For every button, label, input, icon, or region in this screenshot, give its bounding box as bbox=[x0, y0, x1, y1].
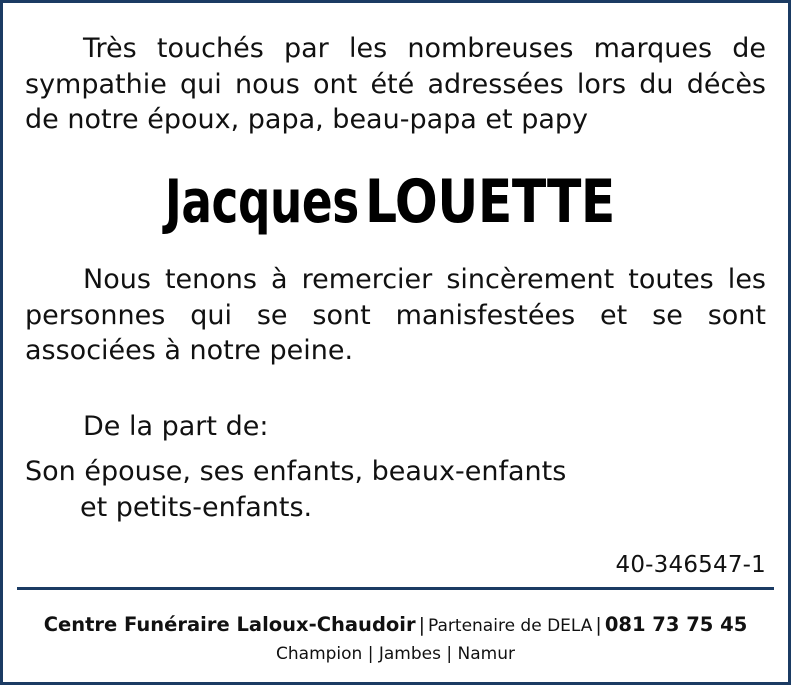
deceased-last-name: LOUETTE bbox=[365, 166, 616, 237]
signers-line-2: et petits-enfants. bbox=[80, 491, 313, 523]
footer-primary-line bbox=[3, 612, 788, 639]
funeral-home-name: Centre Funéraire Laloux-Chaudoir bbox=[43, 613, 416, 637]
intro-paragraph: Très touchés par les nombreuses marques de sympathie qui nous ont été adressées lors du décès de notre époux, papa, beau-papa et papy bbox=[25, 33, 766, 136]
footer-divider bbox=[17, 587, 774, 590]
from-label: De la part de: bbox=[83, 410, 269, 442]
footer-separator-2: | bbox=[595, 614, 602, 637]
phone-number: 081 73 75 45 bbox=[604, 613, 748, 637]
footer bbox=[3, 612, 788, 664]
reference-number: 40-346547-1 bbox=[615, 552, 766, 578]
footer-separator-1: | bbox=[418, 614, 426, 637]
deceased-name bbox=[25, 166, 766, 237]
deceased-first-name: Jacques bbox=[165, 166, 360, 237]
footer-cities: Champion | Jambes | Namur bbox=[276, 644, 515, 664]
thanks-paragraph: Nous tenons à remercier sincèrement toutes les personnes qui se sont manisfestées et se sont associées à notre peine. bbox=[25, 263, 766, 367]
notice-content bbox=[3, 3, 788, 682]
spacer bbox=[25, 369, 766, 411]
partner-label: Partenaire de DELA bbox=[428, 616, 593, 637]
signers-line-1: Son épouse, ses enfants, beaux-enfants bbox=[25, 455, 567, 487]
signers bbox=[25, 454, 766, 526]
